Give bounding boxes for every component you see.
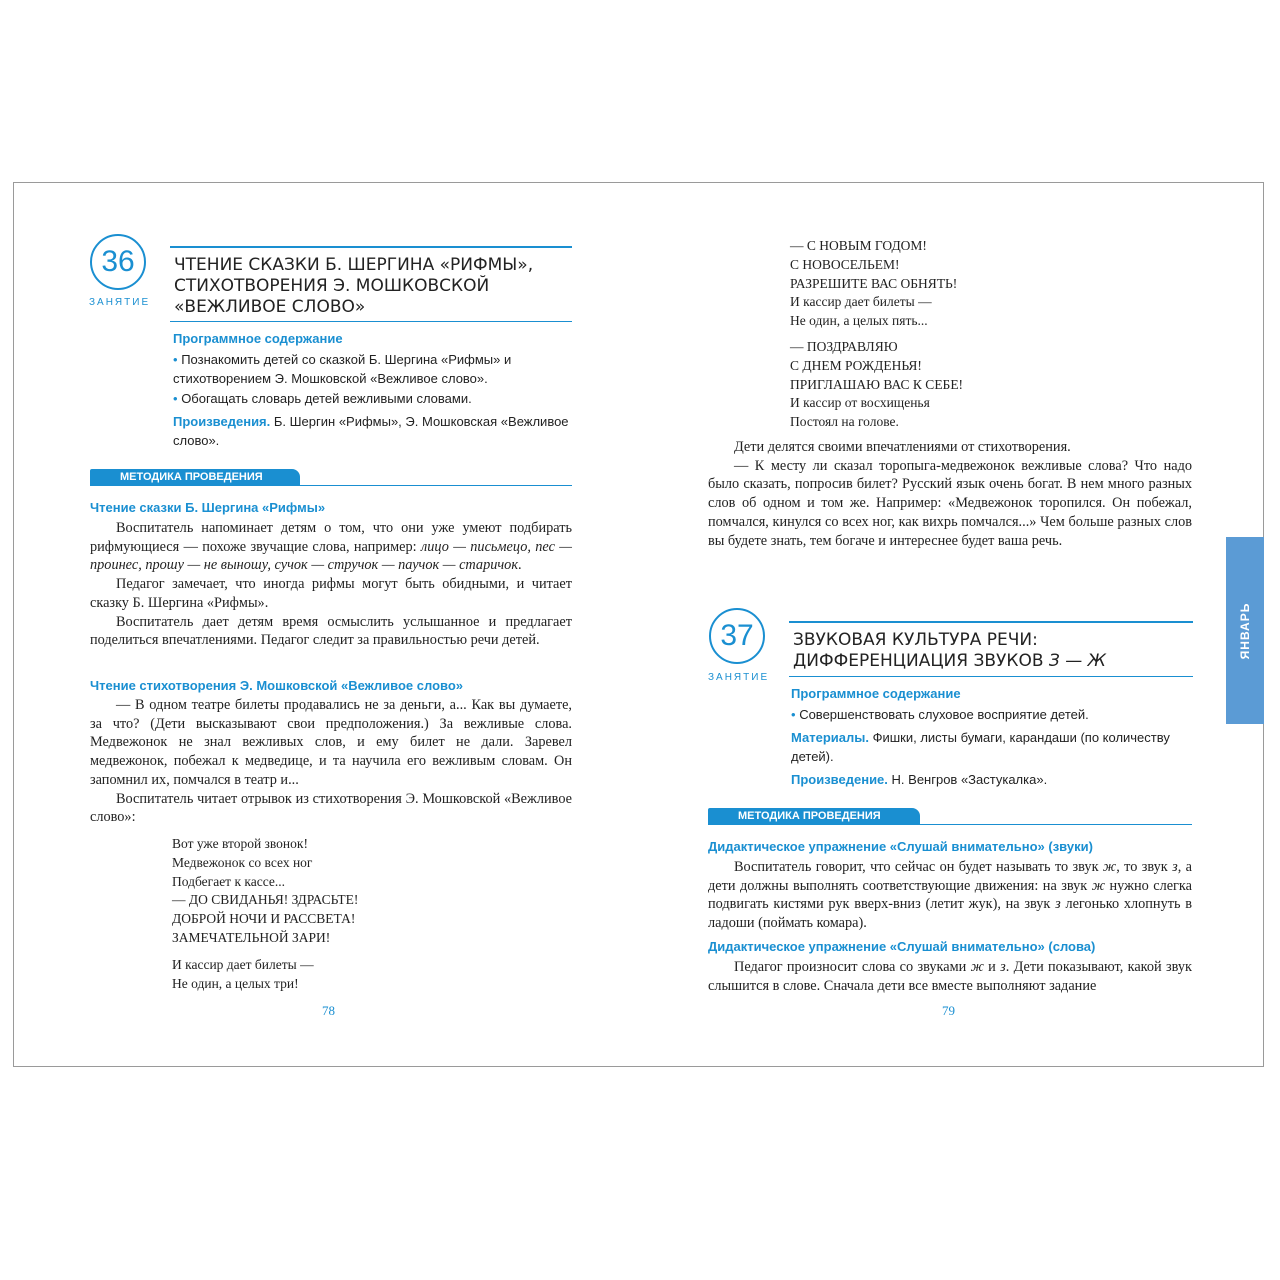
- section-heading: Дидактическое упражнение «Слушай внимательно» (звуки): [708, 839, 1093, 854]
- method-banner-label: МЕТОДИКА ПРОВЕДЕНИЯ: [708, 808, 920, 824]
- paragraph: Воспитатель дает детям время осмыслить услышанное и предлагает поделиться впечатлениями. Педагог следит за правильностью речи детей.: [90, 613, 572, 649]
- paragraph: — К месту ли сказал торопыга-медвежонок вежливые слова? Что надо было сказать, попросив билет? Русский язык очень богат. В нем много разных слов об одном и том же. Например: «Медвежонок торопился. Он побежал, помчался, кинулся со всех ног, как вихрь помчался...» Чем больше разных слов вы будете знать, тем богаче и интереснее будет ваша речь.: [708, 457, 1192, 549]
- page-number: 78: [322, 1003, 335, 1018]
- program-list: [173, 350, 571, 450]
- paragraph: Воспитатель говорит, что сейчас он будет называть то звук ж, то звук з, а дети должны выполнять соответствующие движения: на звук ж нужно слегка подвигать кистями рук вверх-вниз (летит жук), на звук з легонько хлопнуть в ладоши (поймать комара).: [708, 859, 1193, 932]
- poem-line: ЗАМЕЧАТЕЛЬНОЙ ЗАРИ!: [172, 929, 331, 945]
- poem-line: — С НОВЫМ ГОДОМ!: [790, 238, 927, 253]
- lesson-number-badge: [90, 234, 146, 290]
- works-line: Произведения. Б. Шергин «Рифмы», Э. Мошковская «Вежливое слово».: [173, 414, 569, 448]
- poem-line: Вот уже второй звонок!: [172, 836, 308, 851]
- poem-line: И кассир дает билеты —: [172, 957, 314, 972]
- paragraph: Воспитатель напоминает детям о том, что они уже умеют подбирать рифмующиеся — похоже звучащие слова, например: лицо — письмецо, пес — проинес, прошу — не выношу, сучок — стручок — паучок — старичок.: [90, 520, 573, 574]
- poem-line: — ДО СВИДАНЬЯ! ЗДРАСЬТЕ!: [172, 892, 359, 908]
- poem-line: Постоял на голове.: [790, 414, 899, 430]
- lesson-number: 37: [720, 619, 754, 652]
- poem-line: Медвежонок со всех ног: [172, 854, 313, 870]
- poem-line: И кассир от восхищенья: [790, 395, 930, 411]
- poem-stanza: [790, 338, 963, 432]
- materials-line: Материалы. Фишки, листы бумаги, карандаши (по количеству детей).: [791, 730, 1170, 764]
- month-tab-label: ЯНВАРЬ: [1238, 602, 1252, 659]
- poem-line: И кассир дает билеты —: [790, 294, 932, 310]
- poem-stanza: [172, 956, 314, 994]
- page-number: 79: [942, 1003, 955, 1018]
- program-heading: Программное содержание: [791, 686, 961, 701]
- poem-line: Подбегает к кассе...: [172, 873, 286, 889]
- lesson-title: ЧТЕНИЕ СКАЗКИ Б. ШЕРГИНА «РИФМЫ», СТИХОТВОРЕНИЯ Э. МОШКОВСКОЙ «ВЕЖЛИВОЕ СЛОВО»: [170, 246, 572, 322]
- section-text: [90, 696, 572, 827]
- month-tab[interactable]: [1226, 537, 1264, 724]
- section-heading: Чтение сказки Б. Шергина «Рифмы»: [90, 500, 326, 515]
- poem-line: С НОВОСЕЛЬЕМ!: [790, 256, 900, 272]
- poem-stanza: [172, 835, 358, 948]
- list-item: • Познакомить детей со сказкой Б. Шергина «Рифмы» и стихотворением Э. Мошковской «Вежливое слово».: [173, 352, 512, 386]
- poem-line: С ДНЕМ РОЖДЕНЬЯ!: [790, 357, 922, 373]
- paragraph: Дети делятся своими впечатлениями от стихотворения.: [734, 439, 1071, 455]
- poem-line: Не один, а целых три!: [172, 975, 299, 991]
- section-text: [708, 858, 1192, 933]
- section-heading: Дидактическое упражнение «Слушай внимательно» (слова): [708, 939, 1096, 954]
- poem-line: — ПОЗДРАВЛЯЮ: [790, 339, 898, 354]
- list-item: • Обогащать словарь детей вежливыми словами.: [173, 391, 472, 406]
- section-text: [708, 958, 1192, 995]
- poem-line: Не один, а целых пять...: [790, 313, 928, 329]
- poem-line: ДОБРОЙ НОЧИ И РАССВЕТА!: [172, 911, 356, 927]
- program-list: [791, 705, 1193, 789]
- lesson-label: ЗАНЯТИЕ: [89, 297, 151, 308]
- poem-line: ПРИГЛАШАЮ ВАС К СЕБЕ!: [790, 376, 964, 392]
- program-heading: Программное содержание: [173, 331, 343, 346]
- list-item: • Совершенствовать слуховое восприятие детей.: [791, 707, 1089, 722]
- paragraph: — В одном театре билеты продавались не за деньги, а... Как вы думаете, за что? (Дети высказывают свои предположения.) За вежливые слова. Медвежонок не знал вежливых слов, и ему билет не дали. Заревел медвежонок, побежал к медведице, и та научила его вежливым словам. Он запомнил их, помчался в театр и...: [90, 697, 572, 788]
- method-banner-label: МЕТОДИКА ПРОВЕДЕНИЯ: [90, 469, 300, 485]
- poem-line: РАЗРЕШИТЕ ВАС ОБНЯТЬ!: [790, 275, 958, 291]
- paragraph: Педагог замечает, что иногда рифмы могут быть обидными, и читает сказку Б. Шергина «Рифмы».: [90, 576, 572, 611]
- page-edge-line: [648, 182, 1264, 183]
- paragraph: Воспитатель читает отрывок из стихотворения Э. Мошковской «Вежливое слово»:: [90, 790, 572, 826]
- paragraph: Педагог произносит слова со звуками ж и з. Дети показывают, какой звук слышится в слове. Сначала дети все вместе выполняют задание: [708, 959, 1192, 994]
- lesson-number: 36: [101, 245, 135, 278]
- method-banner: [708, 808, 1192, 825]
- poem-stanza: [790, 237, 957, 331]
- lesson-number-badge: [709, 608, 765, 664]
- section-text: [708, 438, 1192, 550]
- works-line: Произведение. Н. Венгров «Застукалка».: [791, 772, 1048, 787]
- section-text: [90, 519, 572, 650]
- lesson-title: ЗВУКОВАЯ КУЛЬТУРА РЕЧИ: ДИФФЕРЕНЦИАЦИЯ ЗВУКОВ З — Ж: [789, 621, 1193, 677]
- section-heading: Чтение стихотворения Э. Мошковской «Вежливое слово»: [90, 678, 463, 693]
- method-banner: [90, 469, 572, 486]
- lesson-label: ЗАНЯТИЕ: [708, 672, 770, 683]
